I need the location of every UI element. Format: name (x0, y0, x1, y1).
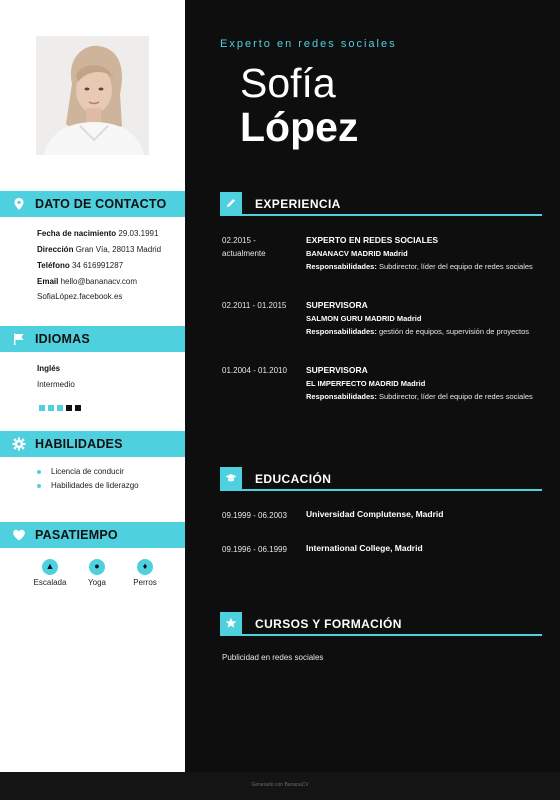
language-level: Intermedio (37, 380, 75, 389)
hobbies-section-header (0, 522, 185, 548)
climbing-icon: ▲ (42, 559, 58, 575)
section-divider (220, 634, 542, 636)
footer (0, 772, 560, 800)
phone: Teléfono 34 616991287 (37, 261, 124, 270)
hobby-yoga: ● Yoga (88, 561, 106, 587)
section-divider (220, 489, 542, 491)
job-info (306, 299, 542, 338)
experience-title: EXPERIENCIA (255, 197, 341, 211)
rating-dot-filled (57, 405, 63, 411)
left-column (0, 0, 185, 772)
skills-section-header (0, 431, 185, 457)
rating-dot-filled (48, 405, 54, 411)
location-pin-icon (12, 197, 26, 211)
experience-section-header (220, 192, 542, 216)
job-responsibilities: Responsabilidades: gestión de equipos, supervisión de proyectos (306, 327, 530, 336)
course-item: Publicidad en redes sociales (222, 653, 324, 662)
rating-dot-empty (66, 405, 72, 411)
languages-section-header (0, 326, 185, 352)
address: Dirección Gran Vía, 28013 Madrid (37, 245, 162, 254)
job-title: SUPERVISORA (306, 300, 368, 310)
star-icon (220, 612, 242, 634)
job-date: 02.2011 - 01.2015 (222, 301, 287, 310)
pencil-icon (220, 192, 242, 214)
education-school: Universidad Complutense, Madrid (306, 509, 444, 519)
last-name: López (240, 104, 359, 150)
dog-icon: ♦ (137, 559, 153, 575)
job-date: 02.2015 - actualmente (222, 236, 266, 258)
job-company: BANANACV MADRID Madrid (306, 249, 408, 258)
education-school: International College, Madrid (306, 543, 423, 553)
hobbies-title: PASATIEMPO (35, 528, 118, 542)
list-item: Licencia de conducir (37, 467, 139, 481)
skills-title: HABILIDADES (35, 437, 123, 451)
job-date: 01.2004 - 01.2010 (222, 366, 287, 375)
languages-title: IDIOMAS (35, 332, 90, 346)
contact-section-header (0, 191, 185, 217)
job-title: SUPERVISORA (306, 365, 368, 375)
courses-title: CURSOS Y FORMACIÓN (255, 617, 402, 631)
job-info (306, 364, 542, 403)
job-info (306, 234, 542, 273)
graduation-cap-icon (220, 467, 242, 489)
profile-photo (36, 36, 149, 155)
section-divider (220, 214, 542, 216)
yoga-icon: ● (89, 559, 105, 575)
skills-list (37, 467, 139, 495)
job-responsibilities: Responsabilidades: Subdirector, líder del equipo de redes sociales (306, 262, 533, 271)
footer-credit: Generado con BananaCV (251, 782, 309, 788)
job-company: EL IMPERFECTO MADRID Madrid (306, 379, 426, 388)
contact-title: DATO DE CONTACTO (35, 197, 167, 211)
hobby-climbing: ▲ Escalada (33, 561, 67, 587)
courses-section-header (220, 612, 542, 636)
gear-icon (12, 437, 26, 451)
facebook-link[interactable]: SofiaLópez.facebook.es (37, 292, 123, 301)
email[interactable]: Email hello@bananacv.com (37, 277, 138, 286)
education-date: 09.1999 - 06.2003 (222, 511, 287, 520)
birth-date: Fecha de nacimiento 29.03.1991 (37, 229, 159, 238)
flag-icon (12, 332, 26, 346)
rating-dot-empty (75, 405, 81, 411)
hobby-dogs: ♦ Perros (133, 561, 157, 587)
job-company: SALMON GURU MADRID Madrid (306, 314, 422, 323)
education-title: EDUCACIÓN (255, 472, 332, 486)
job-title: EXPERTO EN REDES SOCIALES (306, 235, 439, 245)
heart-icon (12, 528, 26, 542)
education-section-header (220, 467, 542, 491)
job-responsibilities: Responsabilidades: Subdirector, líder del equipo de redes sociales (306, 392, 533, 401)
education-date: 09.1996 - 06.1999 (222, 545, 287, 554)
job-subtitle: Experto en redes sociales (220, 38, 397, 50)
first-name: Sofía (240, 60, 336, 106)
language-rating (39, 398, 84, 416)
rating-dot-filled (39, 405, 45, 411)
language-name: Inglés (37, 364, 61, 373)
list-item: Habilidades de liderazgo (37, 481, 139, 495)
